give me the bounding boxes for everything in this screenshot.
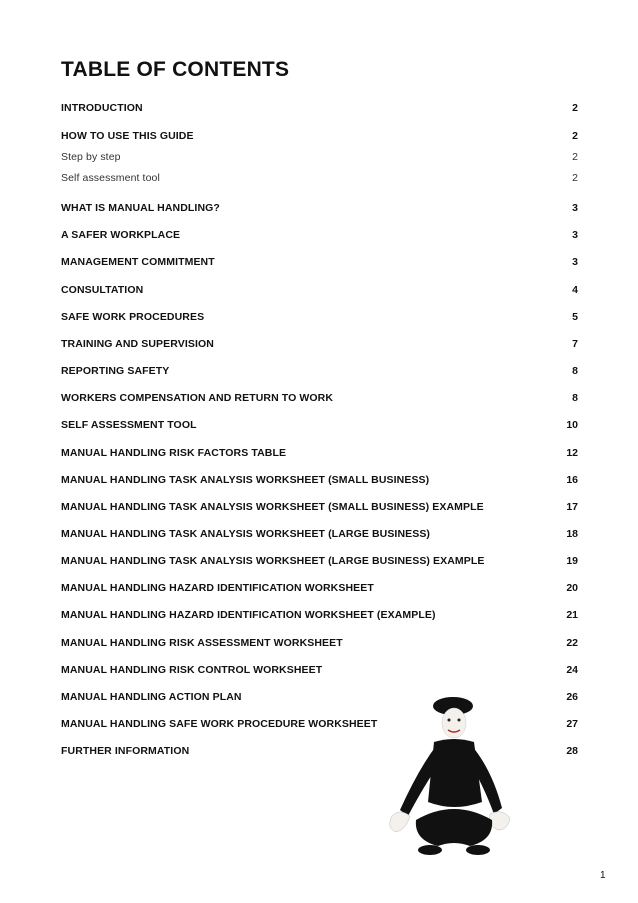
toc-entry-label: MANUAL HANDLING RISK ASSESSMENT WORKSHEET: [61, 637, 343, 649]
toc-entry-page: 10: [566, 419, 578, 431]
toc-entry-consultation[interactable]: [61, 283, 578, 297]
toc-entry-label: Step by step: [61, 151, 121, 163]
toc-entry-reporting-safety[interactable]: [61, 364, 578, 378]
toc-entry-page: 27: [566, 718, 578, 730]
toc-entry-page: 5: [572, 311, 578, 323]
toc-entry-page: 3: [572, 229, 578, 241]
toc-entry-label: SAFE WORK PROCEDURES: [61, 311, 205, 323]
toc-entry-page: 8: [572, 392, 578, 404]
toc-entry-workers-compensation[interactable]: [61, 391, 578, 405]
toc-entry-page: 17: [566, 501, 578, 513]
toc-entry-label: MANUAL HANDLING SAFE WORK PROCEDURE WORKSHEET: [61, 718, 378, 730]
toc-entry-how-to-use[interactable]: [61, 129, 578, 143]
toc-entry-task-analysis-large-example[interactable]: [61, 554, 578, 568]
page-number: 1: [600, 870, 606, 881]
toc-entry-task-analysis-small-example[interactable]: [61, 500, 578, 514]
toc-entry-hazard-identification-example[interactable]: [61, 608, 578, 622]
page-title: TABLE OF CONTENTS: [61, 58, 290, 81]
toc-entry-label: MANUAL HANDLING HAZARD IDENTIFICATION WORKSHEET: [61, 582, 374, 594]
mime-illustration: [370, 690, 515, 880]
toc-entry-page: 2: [572, 102, 578, 114]
toc-entry-hazard-identification[interactable]: [61, 581, 578, 595]
toc-entry-label: CONSULTATION: [61, 284, 144, 296]
toc-entry-page: 2: [572, 130, 578, 142]
toc-entry-page: 21: [566, 609, 578, 621]
toc-entry-label: SELF ASSESSMENT TOOL: [61, 419, 197, 431]
toc-entry-label: TRAINING AND SUPERVISION: [61, 338, 214, 350]
right-hand-shape: [490, 812, 510, 830]
toc-entry-page: 19: [566, 555, 578, 567]
toc-entry-label: MANUAL HANDLING TASK ANALYSIS WORKSHEET (SMALL BUSINESS): [61, 474, 430, 486]
toc-entry-page: 24: [566, 664, 578, 676]
toc-entry-what-is-manual-handling[interactable]: [61, 201, 578, 215]
toc-entry-label: INTRODUCTION: [61, 102, 143, 114]
toc-entry-management-commitment[interactable]: [61, 255, 578, 269]
toc-entry-label: REPORTING SAFETY: [61, 365, 170, 377]
toc-entry-page: 26: [566, 691, 578, 703]
toc-entry-label: Self assessment tool: [61, 172, 160, 184]
toc-entry-training-supervision[interactable]: [61, 337, 578, 351]
toc-entry-task-analysis-small[interactable]: [61, 473, 578, 487]
toc-entry-label: HOW TO USE THIS GUIDE: [61, 130, 194, 142]
toc-entry-step-by-step[interactable]: [61, 150, 578, 164]
toc-entry-label: MANUAL HANDLING ACTION PLAN: [61, 691, 242, 703]
toc-entry-label: MANAGEMENT COMMITMENT: [61, 256, 215, 268]
toc-entry-label: MANUAL HANDLING RISK CONTROL WORKSHEET: [61, 664, 323, 676]
toc-entry-page: 3: [572, 202, 578, 214]
toc-entry-label: WHAT IS MANUAL HANDLING?: [61, 202, 220, 214]
legs-shape: [416, 809, 492, 846]
toc-entry-label: FURTHER INFORMATION: [61, 745, 190, 757]
toc-entry-page: 7: [572, 338, 578, 350]
toc-entry-page: 16: [566, 474, 578, 486]
toc-entry-label: MANUAL HANDLING HAZARD IDENTIFICATION WORKSHEET (EXAMPLE): [61, 609, 436, 621]
toc-entry-safe-work-procedures[interactable]: [61, 310, 578, 324]
toc-entry-page: 20: [566, 582, 578, 594]
toc-entry-page: 4: [572, 284, 578, 296]
toc-entry-self-assessment-tool[interactable]: [61, 418, 578, 432]
toc-entry-label: WORKERS COMPENSATION AND RETURN TO WORK: [61, 392, 334, 404]
toc-entry-risk-factors-table[interactable]: [61, 446, 578, 460]
toc-entry-label: MANUAL HANDLING TASK ANALYSIS WORKSHEET (LARGE BUSINESS): [61, 528, 431, 540]
toc-entry-page: 8: [572, 365, 578, 377]
toc-entry-page: 2: [572, 151, 578, 163]
toc-entry-introduction[interactable]: [61, 101, 578, 115]
toc-entry-risk-assessment[interactable]: [61, 636, 578, 650]
toc-entry-page: 2: [572, 172, 578, 184]
face-shape: [442, 708, 466, 738]
toc-entry-task-analysis-large[interactable]: [61, 527, 578, 541]
toc-entry-self-assessment-tool-sub[interactable]: [61, 171, 578, 185]
toc-entry-page: 3: [572, 256, 578, 268]
toc-entry-label: A SAFER WORKPLACE: [61, 229, 181, 241]
toc-entry-label: MANUAL HANDLING RISK FACTORS TABLE: [61, 447, 287, 459]
left-hand-shape: [390, 812, 410, 832]
toc-entry-page: 18: [566, 528, 578, 540]
toc-entry-label: MANUAL HANDLING TASK ANALYSIS WORKSHEET (SMALL BUSINESS) EXAMPLE: [61, 501, 484, 513]
toc-entry-risk-control[interactable]: [61, 663, 578, 677]
toc-entry-safer-workplace[interactable]: [61, 228, 578, 242]
toc-entry-label: MANUAL HANDLING TASK ANALYSIS WORKSHEET (LARGE BUSINESS) EXAMPLE: [61, 555, 485, 567]
toc-entry-page: 28: [566, 745, 578, 757]
toc-entry-page: 22: [566, 637, 578, 649]
toc-entry-page: 12: [566, 447, 578, 459]
